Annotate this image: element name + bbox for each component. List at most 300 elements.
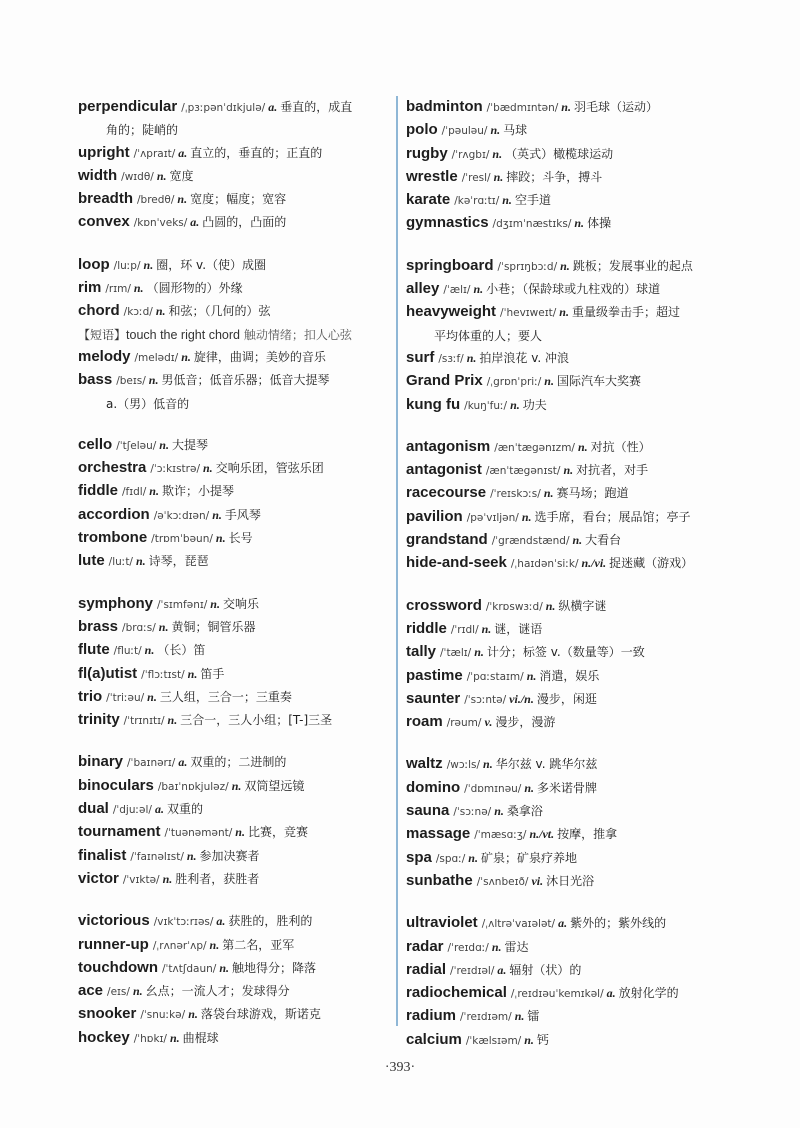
- definition: 赛马场；跑道: [556, 486, 629, 501]
- headword: hockey: [78, 1028, 130, 1046]
- phonetic: /ˈreɪdɑː/: [447, 941, 489, 954]
- phonetic: /ˈmæsɑːʒ/: [474, 829, 527, 842]
- dictionary-entry: [78, 663, 393, 686]
- definition: 宽度；幅度；宽容: [190, 192, 287, 207]
- part-of-speech: n.: [155, 304, 166, 319]
- entry-group: [78, 96, 393, 235]
- definition: 对抗（性）: [590, 439, 651, 454]
- headword: snooker: [78, 1005, 137, 1023]
- headword: victorious: [78, 912, 150, 930]
- dictionary-entry: [78, 821, 393, 844]
- phonetic: /ˌʌltrəˈvaɪələt/: [481, 918, 556, 931]
- part-of-speech: v.: [484, 715, 493, 730]
- definition: 选手席，看台；展品馆；亭子: [534, 509, 691, 524]
- headword: trinity: [78, 711, 120, 729]
- definition: 宽度: [169, 168, 194, 183]
- part-of-speech: a.: [216, 914, 226, 929]
- headword: badminton: [406, 98, 483, 115]
- definition: 大提琴: [171, 437, 208, 452]
- phonetic: /ˈsʌnbeɪð/: [476, 875, 529, 888]
- dictionary-entry: [406, 1029, 736, 1052]
- definition: 对抗者，对手: [576, 463, 649, 478]
- headword: racecourse: [406, 484, 487, 502]
- definition: 男低音；低音乐器；低音大提琴: [161, 373, 330, 388]
- phrase-tag: 【短语】: [78, 327, 127, 342]
- headword: karate: [406, 191, 451, 209]
- phonetic: /pəˈvɪljən/: [466, 511, 519, 524]
- headword: dual: [78, 800, 109, 818]
- headword: spa: [406, 848, 432, 866]
- phonetic: /ˈʌpraɪt/: [133, 147, 176, 160]
- headword: melody: [78, 347, 131, 365]
- phonetic: /ˈreɪdɪəl/: [450, 964, 495, 977]
- phonetic: /rɪm/: [105, 283, 131, 296]
- phonetic: /luːt/: [108, 556, 133, 569]
- dictionary-entry: [78, 142, 393, 165]
- headword: touchdown: [78, 958, 158, 976]
- headword: kung fu: [406, 395, 461, 413]
- phonetic: /brɑːs/: [122, 621, 156, 634]
- definition: 羽毛球（运动）: [573, 100, 658, 114]
- definition: 重量级拳击手；超过: [571, 305, 680, 320]
- headword: polo: [406, 121, 438, 139]
- headword: grandstand: [406, 531, 488, 549]
- headword: ace: [78, 982, 104, 1000]
- part-of-speech: n.: [231, 778, 242, 793]
- phonetic: /ænˈtægənɪst/: [485, 465, 561, 478]
- part-of-speech: n.: [544, 374, 554, 389]
- phonetic: /ˈbaɪnərɪ/: [127, 757, 176, 770]
- headword: radiochemical: [406, 984, 507, 1002]
- part-of-speech: n.: [156, 168, 167, 183]
- phonetic: /ˈsprɪŋbɔːd/: [497, 260, 558, 273]
- phonetic: /ˈkælsɪəm/: [465, 1034, 522, 1047]
- phonetic: /baɪˈnɒkjuləz/: [157, 780, 229, 793]
- phonetic: /ˈreɪdɪəm/: [460, 1011, 512, 1024]
- phonetic: /ˈgrændstænd/: [491, 535, 570, 548]
- phonetic: /ˈrɪdl/: [450, 623, 479, 636]
- part-of-speech: a.: [606, 986, 616, 1001]
- entry-group: [406, 436, 736, 576]
- phonetic: /ˈsɔːntə/: [464, 693, 507, 706]
- definition: 漫步，漫游: [495, 715, 556, 730]
- phonetic: /vɪkˈtɔːrɪəs/: [153, 916, 214, 929]
- phonetic: /bredθ/: [137, 194, 175, 207]
- phonetic: /ˈhɒkɪ/: [133, 1032, 167, 1045]
- right-column: [406, 96, 736, 1071]
- headword: cello: [78, 435, 113, 453]
- part-of-speech: a.: [497, 962, 507, 977]
- dictionary-entry: [406, 96, 736, 119]
- definition-continuation: a.（男）低音的: [106, 396, 190, 411]
- definition: 旋律，曲调；美妙的音乐: [193, 349, 326, 364]
- definition: 直立的，垂直的；正直的: [190, 145, 323, 160]
- definition: 沐日光浴: [546, 873, 595, 888]
- page-number: ·393·: [384, 1060, 416, 1075]
- part-of-speech: n.: [132, 984, 143, 999]
- definition: 跳板；发展事业的起点: [572, 258, 693, 273]
- part-of-speech: n.: [481, 621, 492, 636]
- definition: 拍岸浪花 v. 冲浪: [479, 350, 570, 365]
- definition: 交响乐团，管弦乐团: [215, 461, 324, 476]
- phonetic: /ˈsɪmfənɪ/: [157, 598, 208, 611]
- phonetic: /ˈtælɪ/: [440, 647, 472, 660]
- dictionary-entry: [406, 189, 736, 212]
- part-of-speech: n.: [510, 397, 520, 412]
- dictionary-entry: [406, 870, 736, 893]
- headword: fl(a)utist: [78, 664, 138, 682]
- definition: 大看台: [585, 533, 622, 548]
- dictionary-entry: [78, 1003, 393, 1026]
- part-of-speech: n.: [559, 305, 569, 320]
- part-of-speech: n.: [215, 531, 226, 546]
- entry-group: [78, 751, 393, 891]
- definition: 获胜的，胜利的: [228, 914, 313, 929]
- dictionary-entry: [406, 753, 736, 776]
- part-of-speech: vi.: [531, 873, 544, 888]
- headword: trio: [78, 687, 103, 705]
- phonetic: /fluːt/: [113, 645, 142, 658]
- dictionary-entry: [406, 166, 736, 189]
- phonetic: /əˈkɔːdɪən/: [153, 509, 210, 522]
- definition: 镭: [527, 1009, 540, 1024]
- part-of-speech: n.: [524, 1032, 534, 1047]
- headword: flute: [78, 641, 110, 659]
- part-of-speech: n.: [181, 349, 191, 364]
- part-of-speech: n.: [560, 258, 570, 273]
- definition: 三合一，三人小组；[T-]三圣: [180, 713, 333, 728]
- phonetic: /ˈtuənəmənt/: [164, 827, 233, 840]
- definition: 多米诺骨牌: [537, 780, 598, 795]
- dictionary-entry: [406, 711, 736, 734]
- part-of-speech: a.: [268, 100, 278, 114]
- dictionary-entry: [78, 96, 393, 119]
- definition: 空手道: [514, 193, 551, 208]
- phonetic: /ˌgrɒnˈpriː/: [486, 376, 542, 389]
- part-of-speech: a.: [178, 145, 188, 160]
- part-of-speech: n.: [494, 804, 504, 819]
- dictionary-entry: [406, 529, 736, 552]
- entry-group: [78, 910, 393, 1050]
- dictionary-entry: [406, 255, 736, 278]
- dictionary-entry: [406, 847, 736, 870]
- dictionary-entry: [78, 686, 393, 709]
- definition: 圈，环 v.（使）成圈: [156, 257, 267, 272]
- entry-group: [78, 434, 393, 574]
- part-of-speech: n.: [492, 146, 503, 161]
- part-of-speech: n./vt.: [529, 827, 555, 842]
- phonetic: /wɪdθ/: [121, 170, 154, 183]
- part-of-speech: n.: [526, 668, 537, 683]
- phonetic: /kɔːd/: [123, 306, 153, 319]
- phonetic: /melədɪ/: [134, 351, 179, 364]
- definition: 捉迷藏（游戏）: [609, 556, 694, 571]
- part-of-speech: n.: [188, 1007, 198, 1022]
- headword: victor: [78, 869, 119, 887]
- headword: breadth: [78, 190, 134, 208]
- part-of-speech: n.: [167, 713, 178, 728]
- phonetic: /ˈpɑːstaɪm/: [466, 670, 524, 683]
- definition: 按摩，推拿: [557, 827, 618, 842]
- phonetic: /ˈtrɪnɪtɪ/: [123, 715, 165, 728]
- part-of-speech: n.: [162, 871, 173, 886]
- headword: ultraviolet: [406, 914, 478, 932]
- part-of-speech: n.: [490, 123, 501, 138]
- dictionary-entry: [406, 212, 736, 235]
- part-of-speech: n.: [133, 281, 144, 296]
- headword: hide-and-seek: [406, 554, 507, 572]
- headword: antagonism: [406, 437, 491, 455]
- phonetic: /ˈtʃeləu/: [116, 439, 157, 452]
- phonetic: /beɪs/: [116, 375, 146, 388]
- definition: 放射化学的: [618, 986, 679, 1001]
- headword: domino: [406, 778, 461, 796]
- dictionary-entry: [406, 959, 736, 982]
- headword: gymnastics: [406, 214, 489, 232]
- definition: （长）笛: [157, 643, 206, 658]
- phrase-english: touch the right chord: [126, 327, 240, 342]
- headword: radar: [406, 937, 444, 955]
- entry-group: [406, 595, 736, 735]
- dictionary-entry: [406, 119, 736, 142]
- part-of-speech: n.: [491, 939, 502, 954]
- dictionary-entry: [78, 593, 393, 616]
- phonetic: /sɜːf/: [438, 352, 464, 365]
- phonetic: /ˌreɪdɪəuˈkemɪkəl/: [510, 988, 604, 1001]
- headword: saunter: [406, 689, 461, 707]
- headword: sunbathe: [406, 871, 473, 889]
- definition: （圆形物的）外缘: [146, 281, 243, 296]
- definition: 三人组，三合一；三重奏: [159, 689, 292, 704]
- dictionary-entry: [78, 775, 393, 798]
- headword: pavilion: [406, 507, 463, 525]
- definition: 胜利者，获胜者: [175, 871, 260, 886]
- phonetic: /kəˈrɑːtɪ/: [454, 195, 500, 208]
- dictionary-entry: [406, 1005, 736, 1028]
- headword: crossword: [406, 596, 482, 614]
- part-of-speech: n.: [545, 598, 556, 613]
- definition: 笛手: [200, 666, 225, 681]
- headword: orchestra: [78, 459, 147, 477]
- dictionary-entry: [406, 394, 736, 417]
- part-of-speech: n.: [187, 666, 198, 681]
- dictionary-entry: [406, 823, 736, 846]
- headword: rim: [78, 279, 102, 297]
- part-of-speech: n.: [473, 282, 484, 297]
- part-of-speech: n.: [466, 350, 477, 365]
- dictionary-entry: [78, 639, 393, 662]
- part-of-speech: n.: [149, 484, 159, 499]
- phonetic: /eɪs/: [107, 986, 130, 999]
- phonetic: /kɒnˈveks/: [133, 217, 188, 230]
- definition: 矿泉；矿泉疗养地: [480, 850, 577, 865]
- headword: fiddle: [78, 482, 118, 500]
- part-of-speech: n.: [148, 373, 159, 388]
- definition: 桑拿浴: [506, 804, 543, 819]
- headword: massage: [406, 825, 471, 843]
- headword: chord: [78, 302, 120, 320]
- part-of-speech: n.: [159, 437, 169, 452]
- headword: trombone: [78, 529, 148, 547]
- phonetic: /kuŋˈfuː/: [464, 399, 508, 412]
- headword: radium: [406, 1007, 457, 1025]
- phonetic: /ˌhaɪdənˈsiːk/: [510, 558, 579, 571]
- part-of-speech: a.: [178, 755, 188, 770]
- part-of-speech: n.: [483, 757, 493, 772]
- headword: springboard: [406, 256, 494, 274]
- dictionary-entry: [78, 934, 393, 957]
- definition: 雷达: [504, 939, 529, 954]
- phrase-chinese: 触动情绪；扣人心弦: [243, 327, 352, 342]
- part-of-speech: n.: [143, 257, 154, 272]
- dictionary-entry: [78, 798, 393, 821]
- dictionary-entry: [78, 480, 393, 503]
- dictionary-entry: [78, 751, 393, 774]
- phonetic: /ˈælɪ/: [443, 284, 471, 297]
- phonetic: /ˈkrɒswɜːd/: [485, 600, 543, 613]
- dictionary-entry: [406, 912, 736, 935]
- headword: brass: [78, 617, 119, 635]
- phonetic: /ˈvɪktə/: [122, 873, 160, 886]
- entry-group: [406, 96, 736, 236]
- definition: 凸圆的，凸面的: [202, 215, 287, 230]
- phonetic: /ˈdɒmɪnəu/: [464, 782, 522, 795]
- definition: （英式）橄榄球运动: [505, 146, 614, 161]
- headword: tournament: [78, 823, 161, 841]
- definition: 国际汽车大奖赛: [556, 374, 641, 389]
- dictionary-entry: [78, 254, 393, 277]
- dictionary-entry: [78, 504, 393, 527]
- definition: 垂直的，成直: [280, 100, 353, 114]
- dictionary-entry: [78, 957, 393, 980]
- part-of-speech: n.: [524, 780, 535, 795]
- headword: radial: [406, 960, 447, 978]
- dictionary-entry: [78, 300, 393, 323]
- phonetic: /ˈhevɪweɪt/: [500, 307, 557, 320]
- phonetic: /luːp/: [113, 259, 141, 272]
- part-of-speech: n.: [563, 463, 574, 478]
- definition: 双重的；二进制的: [190, 755, 287, 770]
- headword: convex: [78, 213, 130, 231]
- dictionary-entry: [78, 188, 393, 211]
- dictionary-entry: [78, 434, 393, 457]
- headword: accordion: [78, 505, 150, 523]
- dictionary-entry: [78, 709, 393, 732]
- dictionary-entry: [406, 347, 736, 370]
- definition: 华尔兹 v. 跳华尔兹: [495, 757, 598, 772]
- phonetic: /spɑː/: [435, 852, 466, 865]
- definition: 幺点；一流人才；发球得分: [145, 984, 290, 999]
- dictionary-entry: [406, 800, 736, 823]
- part-of-speech: a.: [558, 916, 568, 931]
- part-of-speech: n.: [502, 193, 512, 208]
- part-of-speech: n.: [572, 533, 583, 548]
- phonetic: /wɔːls/: [446, 759, 481, 772]
- headword: heavyweight: [406, 303, 497, 321]
- definition: 诗琴，琵琶: [148, 554, 209, 569]
- definition: 和弦；（几何的）弦: [168, 304, 271, 319]
- dictionary-entry: [78, 868, 393, 891]
- definition: 手风琴: [224, 507, 261, 522]
- part-of-speech: n.: [135, 554, 146, 569]
- phonetic: /ˈdjuːəl/: [112, 804, 152, 817]
- dictionary-entry: [406, 278, 736, 301]
- dictionary-entry: [78, 527, 393, 550]
- definition: 双筒望远镜: [244, 778, 305, 793]
- part-of-speech: n.: [219, 960, 230, 975]
- column-divider: [396, 96, 398, 1026]
- headword: alley: [406, 280, 440, 298]
- dictionary-entry: [78, 346, 393, 369]
- entry-group: [406, 912, 736, 1052]
- dictionary-entry: [406, 506, 736, 529]
- part-of-speech: n.: [521, 509, 532, 524]
- headword: symphony: [78, 594, 154, 612]
- definition: 长号: [228, 531, 253, 546]
- part-of-speech: a.: [154, 802, 164, 817]
- part-of-speech: n./vi.: [581, 556, 607, 571]
- part-of-speech: n.: [514, 1009, 525, 1024]
- definition-continuation: 平均体重的人；要人: [434, 328, 543, 343]
- phonetic: /dʒɪmˈnæstɪks/: [492, 218, 572, 231]
- part-of-speech: n.: [177, 192, 188, 207]
- phonetic: /ˌpɜːpənˈdɪkjulə/: [181, 102, 266, 114]
- definition: 触地得分；降落: [232, 960, 317, 975]
- headword: rugby: [406, 144, 448, 162]
- definition: 摔跤；斗争，搏斗: [506, 169, 603, 184]
- headword: sauna: [406, 802, 450, 820]
- dictionary-entry: [78, 457, 393, 480]
- headword: riddle: [406, 619, 447, 637]
- part-of-speech: n.: [543, 486, 554, 501]
- definition: 双重的: [166, 802, 203, 817]
- part-of-speech: n.: [210, 596, 220, 611]
- dictionary-entry: [406, 301, 736, 324]
- dictionary-entry: [78, 165, 393, 188]
- phonetic: /ˈbædmɪntən/: [486, 102, 559, 114]
- headword: tally: [406, 643, 437, 661]
- definition-continuation: 角的；陡峭的: [106, 123, 179, 138]
- definition: 落袋台球游戏，斯诺克: [200, 1007, 321, 1022]
- definition: 纵横字谜: [558, 598, 607, 613]
- part-of-speech: n.: [561, 100, 571, 114]
- definition: 交响乐: [222, 596, 259, 611]
- dictionary-entry: [406, 982, 736, 1005]
- definition: 消遣，娱乐: [539, 668, 600, 683]
- definition: 第二名，亚军: [222, 937, 295, 952]
- dictionary-entry: [78, 369, 393, 392]
- phonetic: /ˈtʌtʃdaun/: [161, 962, 217, 975]
- definition: 漫步，闲逛: [536, 691, 597, 706]
- part-of-speech: n.: [203, 461, 213, 476]
- phonetic: /ˈrʌgbɪ/: [451, 148, 490, 161]
- dictionary-entry: [406, 459, 736, 482]
- part-of-speech: n.: [147, 689, 157, 704]
- part-of-speech: n.: [235, 825, 245, 840]
- headword: pastime: [406, 666, 463, 684]
- headword: calcium: [406, 1030, 462, 1048]
- phonetic: /ˈresl/: [461, 171, 491, 184]
- phonetic: /fɪdl/: [122, 486, 147, 499]
- phonetic: /ˈreɪskɔːs/: [490, 488, 541, 501]
- dictionary-entry: [78, 616, 393, 639]
- headword: roam: [406, 713, 443, 731]
- dictionary-entry: [78, 550, 393, 573]
- dictionary-entry: [406, 688, 736, 711]
- dictionary-entry: [78, 845, 393, 868]
- part-of-speech: n.: [577, 439, 588, 454]
- dictionary-entry: [406, 777, 736, 800]
